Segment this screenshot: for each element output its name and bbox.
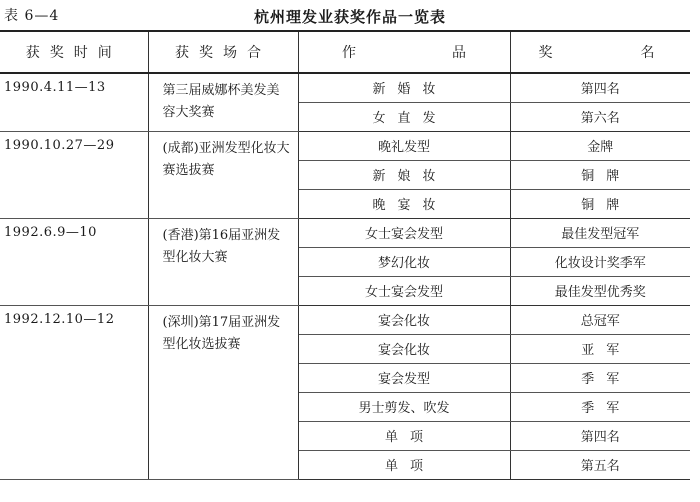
awards-table [0,30,690,480]
award-cell: 第四名 [510,73,690,102]
header-work-a: 作 [342,45,356,61]
award-cell: 金牌 [510,131,690,160]
venue-cell: (成都)亚洲发型化妆大赛选拔赛 [148,131,298,218]
award-cell: 第五名 [510,450,690,479]
venue-cell: (香港)第16届亚洲发型化妆大赛 [148,218,298,305]
date-cell: 1992.12.10—12 [0,305,148,479]
table-row [0,305,690,334]
work-cell: 梦幻化妆 [298,247,510,276]
work-cell: 单项 [298,421,510,450]
work-cell: 宴会化妆 [298,305,510,334]
header-work-b: 品 [452,45,466,61]
header-work [298,31,510,73]
date-cell: 1992.6.9—10 [0,218,148,305]
table-title: 杭州理发业获奖作品一览表 [253,8,446,26]
caption-row [0,0,700,30]
award-cell: 第四名 [510,421,690,450]
award-cell: 总冠军 [510,305,690,334]
work-cell: 晚宴妆 [298,189,510,218]
award-cell: 季军 [510,392,690,421]
table-row [0,73,690,102]
table-row [0,218,690,247]
table-number: 表 6—4 [4,8,60,24]
award-cell: 化妆设计奖季军 [510,247,690,276]
award-cell: 最佳发型优秀奖 [510,276,690,305]
award-cell: 最佳发型冠军 [510,218,690,247]
work-cell: 宴会发型 [298,363,510,392]
work-cell: 单项 [298,450,510,479]
award-cell: 季军 [510,363,690,392]
header-award-a: 奖 [538,45,553,61]
header-row [0,31,690,73]
work-cell: 女直发 [298,102,510,131]
header-time: 获奖时间 [0,31,148,73]
award-cell: 亚军 [510,334,690,363]
work-cell: 新婚妆 [298,73,510,102]
award-cell: 第六名 [510,102,690,131]
table-row [0,131,690,160]
work-cell: 晚礼发型 [298,131,510,160]
work-cell: 女士宴会发型 [298,276,510,305]
venue-cell: 第三届威娜杯美发美容大奖赛 [148,73,298,131]
work-cell: 女士宴会发型 [298,218,510,247]
award-cell: 铜牌 [510,160,690,189]
award-cell: 铜牌 [510,189,690,218]
table-body [0,73,690,479]
work-cell: 宴会化妆 [298,334,510,363]
work-cell: 男士剪发、吹发 [298,392,510,421]
work-cell: 新娘妆 [298,160,510,189]
date-cell: 1990.4.11—13 [0,73,148,131]
header-award-b: 名 [640,45,655,61]
venue-cell: (深圳)第17届亚洲发型化妆选拔赛 [148,305,298,479]
date-cell: 1990.10.27—29 [0,131,148,218]
header-award [510,31,690,73]
header-venue: 获奖场合 [148,31,298,73]
